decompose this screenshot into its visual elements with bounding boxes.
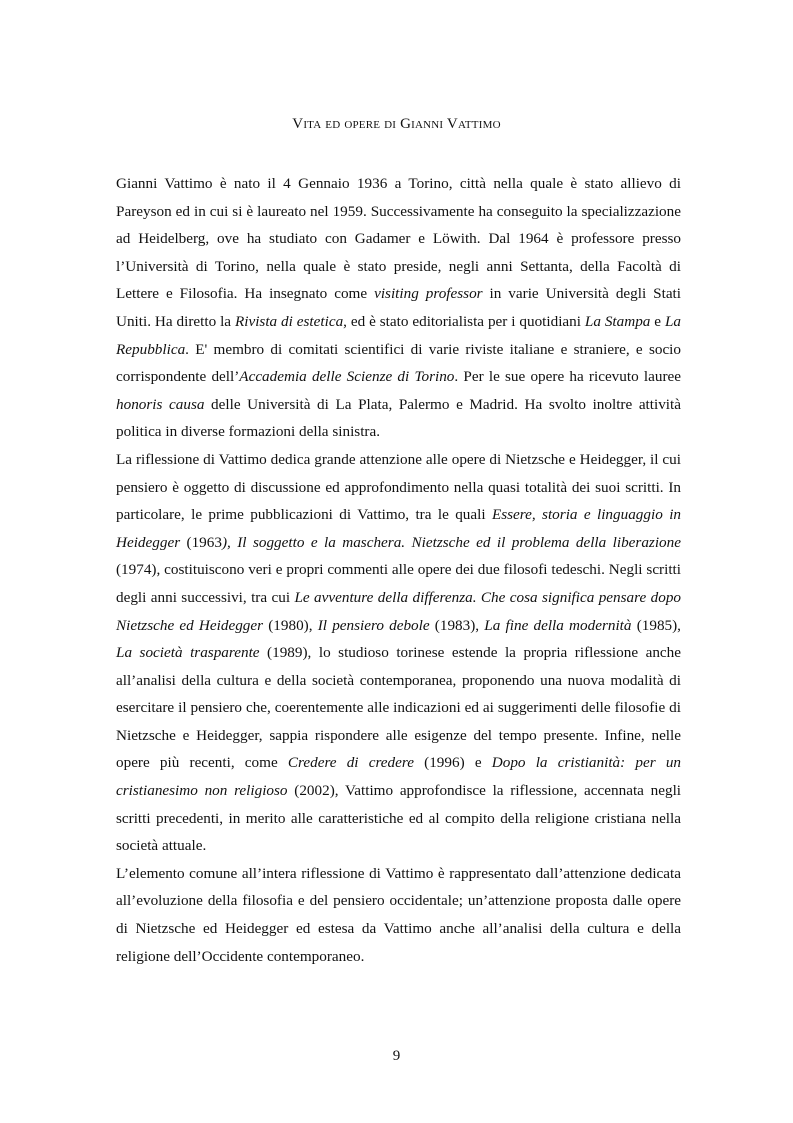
italic-text-segment: Credere di credere — [287, 754, 414, 772]
text-segment: (1985), — [631, 616, 681, 634]
text-segment: (1980), — [263, 616, 318, 634]
text-segment: e — [650, 312, 665, 330]
page-number: 9 — [392, 1048, 401, 1064]
text-segment: . E' membro di comitati scientifici di varie riviste italiane e straniere, e socio corrispondente dell’ — [116, 340, 681, 386]
text-segment: L’elemento comune all’intera riflessione di Vattimo è rappresentato dall’attenzione dedicata all’evoluzione della filosofia e del pensiero occidentale; un’attenzione proposta dalle opere di Nietzsche ed Heidegger ed estesa da Vattimo anche all’analisi della cultura e della religione dell’Occidente contemporaneo. — [116, 864, 681, 965]
text-segment: (1974), costituiscono veri e propri commenti alle opere dei due filosofi tedeschi. Negli scritti degli anni successivi, tra cui — [116, 561, 681, 606]
text-segment: , ed è stato editorialista per i quotidiani — [343, 312, 585, 330]
italic-text-segment: Dopo la cristianità: per un cristianesimo non religioso — [116, 754, 682, 800]
text-segment: in varie Università degli Stati Uniti. Ha diretto la — [116, 285, 681, 330]
italic-text-segment: La Stampa — [584, 312, 651, 330]
italic-text-segment: ), Il soggetto e la maschera. Nietzsche ed il problema della liberazione — [221, 533, 681, 551]
italic-text-segment: La fine della modernità — [484, 616, 632, 634]
text-segment: (2002), Vattimo approfondisce la riflessione, accennata negli scritti precedenti, in merito alle caratteristiche ed al compito della religione cristiana nella società attuale. — [116, 782, 682, 855]
text-segment: Gianni Vattimo è nato il 4 Gennaio 1936 a Torino, città nella quale è stato allievo di Pareyson ed in cui si è laureato nel 1959. Successivamente ha conseguito la specializzazione ad Heidelberg, ove ha studiato con Gadamer e Löwith. Dal 1964 è professore presso l’Università di Torino, nella quale è stato preside, negli anni Settanta, della Facoltà di Lettere e Filosofia. Ha insegnato come — [116, 175, 681, 303]
body-text — [116, 170, 681, 970]
italic-text-segment: honoris causa — [116, 395, 205, 413]
paragraph-biography — [116, 170, 681, 446]
italic-text-segment: Le avventure della differenza. Che cosa significa pensare dopo Nietzsche ed Heidegger — [116, 588, 682, 634]
italic-text-segment: Rivista di estetica — [234, 312, 344, 330]
text-segment: (1963 — [180, 533, 222, 551]
text-segment: (1996) e — [413, 754, 492, 772]
italic-text-segment: Il pensiero debole — [317, 616, 430, 634]
page-title: Vita ed opere di Gianni Vattimo — [292, 116, 501, 132]
italic-text-segment: Essere, storia e linguaggio in Heidegger — [116, 506, 682, 551]
text-segment: . Per le sue opere ha ricevuto lauree — [454, 368, 681, 386]
italic-text-segment: La società trasparente — [116, 644, 260, 662]
text-segment: La riflessione di Vattimo dedica grande attenzione alle opere di Nietzsche e Heidegger, il cui pensiero è oggetto di discussione ed approfondimento nella quasi totalità dei suoi scritti. In particolare, le prime pubblicazioni di Vattimo, tra le quali — [116, 450, 681, 524]
italic-text-segment: Accademia delle Scienze di Torino — [239, 368, 455, 386]
paragraph-works — [116, 446, 681, 860]
italic-text-segment: La Repubblica — [116, 312, 681, 358]
paragraph-conclusion — [116, 860, 681, 970]
text-segment: delle Università di La Plata, Palermo e Madrid. Ha svolto inoltre attività politica in diverse formazioni della sinistra. — [116, 395, 681, 441]
text-segment: (1989), lo studioso torinese estende la propria riflessione anche all’analisi della cultura e della società contemporanea, proponendo una nuova modalità di esercitare il pensiero che, coerentemente alle indicazioni ed ai suggerimenti delle filosofie di Nietzsche e Heidegger, sappia rispondere alle esigenze del tempo presente. Infine, nelle opere più recenti, come — [116, 644, 681, 772]
italic-text-segment: visiting professor — [374, 285, 483, 303]
text-segment: (1983), — [429, 616, 485, 634]
